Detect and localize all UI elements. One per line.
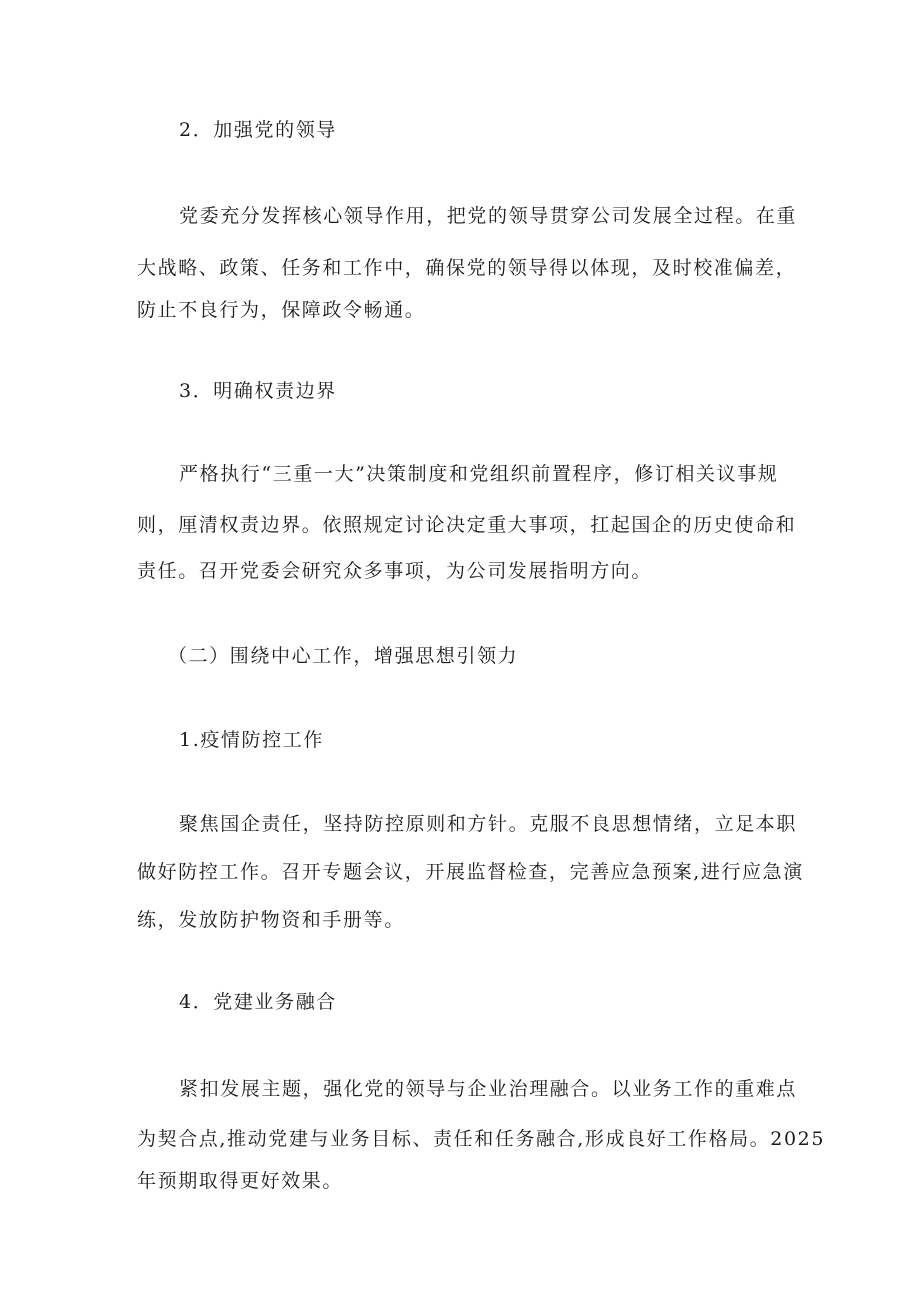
paragraph-line: 练，发放防护物资和手册等。	[137, 909, 405, 931]
heading-strengthen-party-leadership: 2．加强党的领导	[179, 119, 337, 141]
paragraph-line: 紧扣发展主题，强化党的领导与企业治理融合。以业务工作的重难点	[179, 1078, 798, 1100]
paragraph-line: 防止不良行为，保障政令畅通。	[137, 299, 426, 321]
paragraph-line: 聚焦国企责任，坚持防控原则和方针。克服不良思想情绪，立足本职	[179, 813, 798, 835]
paragraph-line: 严格执行“三重一大”决策制度和党组织前置程序，修订相关议事规	[179, 463, 779, 485]
section-heading-center-work: （二）围绕中心工作，增强思想引领力	[168, 645, 519, 667]
heading-epidemic-control: 1.疫情防控工作	[179, 729, 324, 751]
paragraph-line: 党委充分发挥核心领导作用，把党的领导贯穿公司发展全过程。在重	[179, 205, 798, 227]
paragraph-line: 年预期取得更好效果。	[137, 1170, 344, 1192]
heading-party-business-integration: 4．党建业务融合	[179, 991, 337, 1013]
paragraph-line: 为契合点,推动党建与业务目标、责任和任务融合,形成良好工作格局。2025	[137, 1128, 826, 1150]
paragraph-line: 责任。召开党委会研究众多事项，为公司发展指明方向。	[137, 560, 653, 582]
paragraph-line: 大战略、政策、任务和工作中，确保党的领导得以体现，及时校准偏差，	[137, 257, 797, 279]
heading-clarify-responsibilities: 3．明确权责边界	[179, 380, 337, 402]
paragraph-line: 则，厘清权责边界。依照规定讨论决定重大事项，扛起国企的历史使命和	[137, 514, 797, 536]
paragraph-line: 做好防控工作。召开专题会议，开展监督检查，完善应急预案,进行应急演	[137, 861, 804, 883]
